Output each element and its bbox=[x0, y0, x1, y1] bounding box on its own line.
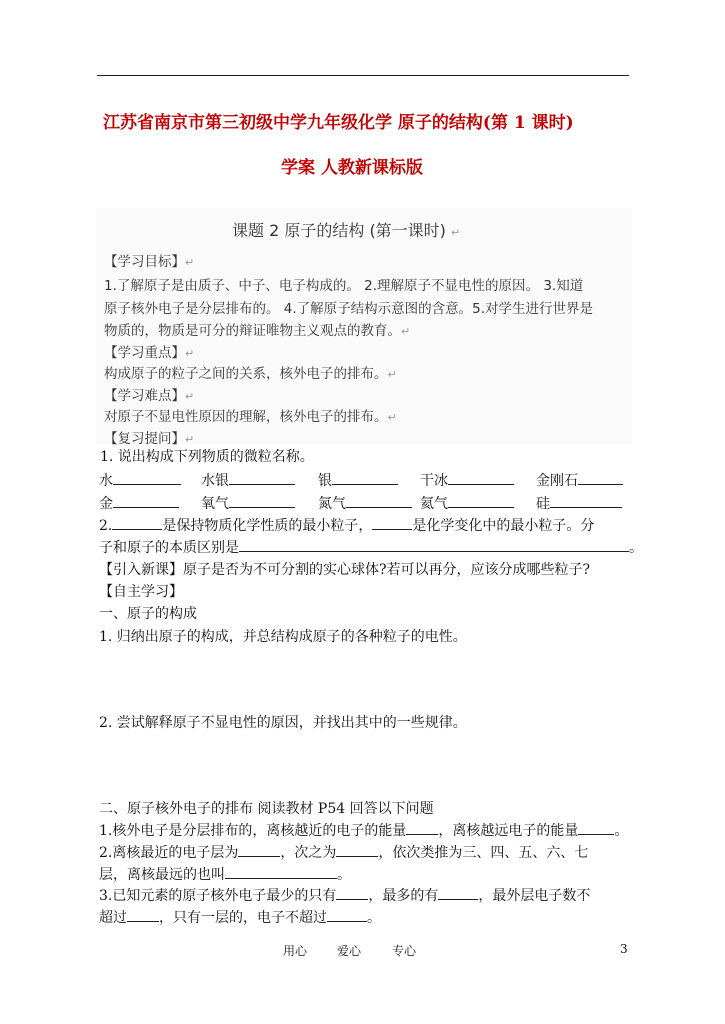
section-1-question-1: 1. 归纳出原子的构成，并总结构成原子的各种粒子的电性。 bbox=[99, 629, 467, 645]
footer-motto-2: 爱心 bbox=[337, 944, 362, 958]
substance-gold: 金 bbox=[99, 493, 179, 513]
substance-dry-ice: 干冰 bbox=[420, 470, 514, 490]
goals-line-2: 原子核外电子是分层排布的。 4.了解原子结构示意图的含意。5.对学生进行世界是 bbox=[104, 301, 594, 317]
electron-q3-cont: 超过 ，只有一层的，电子不超过 。 bbox=[99, 907, 381, 927]
page-number: 3 bbox=[620, 942, 628, 956]
question-2: 2. 是保持物质化学性质的最小粒子， 是化学变化中的最小粒子。分 bbox=[99, 515, 594, 535]
footer-motto-3: 专心 bbox=[392, 944, 417, 958]
key-label: 【学习重点】↵ bbox=[104, 345, 195, 361]
footer-motto-1: 用心 bbox=[283, 944, 308, 958]
section-2-title: 二、原子核外电子的排布 阅读教材 P54 回答以下问题 bbox=[99, 801, 434, 817]
section-1-title: 一、原子的构成 bbox=[99, 606, 197, 622]
self-study-label: 【自主学习】 bbox=[99, 584, 183, 600]
question-1: 1. 说出构成下列物质的微粒名称。 bbox=[100, 449, 314, 465]
substance-diamond: 金刚石 bbox=[536, 470, 623, 490]
substance-oxygen: 氧气 bbox=[201, 493, 295, 513]
difficulty-text: 对原子不显电性原因的理解，核外电子的排布。↵ bbox=[104, 409, 397, 425]
substance-silver: 银 bbox=[318, 470, 398, 490]
review-label: 【复习提问】↵ bbox=[104, 431, 195, 447]
doc-title-line1: 江苏省南京市第三初级中学九年级化学 原子的结构(第 1 课时) bbox=[103, 113, 574, 133]
electron-q2: 2.离核最近的电子层为 ，次之为 ，依次类推为三、四、五、六、七 bbox=[99, 842, 588, 862]
goals-line-3: 物质的，物质是可分的辩证唯物主义观点的教育。↵ bbox=[104, 323, 411, 339]
electron-q1: 1.核外电子是分层排布的，离核越近的电子的能量 ，离核越远电子的能量 。 bbox=[99, 820, 628, 840]
header-rule bbox=[97, 75, 629, 76]
goals-line-1: 1.了解原子是由质子、中子、电子构成的。 2.理解原子不显电性的原因。 3.知道 bbox=[104, 278, 584, 294]
question-2-cont: 子和原子的本质区别是 。 bbox=[99, 537, 643, 557]
substance-silicon: 硅 bbox=[536, 493, 622, 513]
intro-new-lesson: 【引入新课】原子是否为不可分割的实心球体?若可以再分，应该分成哪些粒子? bbox=[99, 562, 591, 578]
lesson-image-block bbox=[96, 208, 632, 447]
substance-nitrogen: 氮气 bbox=[318, 493, 412, 513]
substance-helium: 氦气 bbox=[420, 493, 514, 513]
goals-label: 【学习目标】↵ bbox=[104, 254, 195, 270]
substance-mercury: 水银 bbox=[201, 470, 295, 490]
lesson-heading: 课题 2 原子的结构 (第一课时) ↵ bbox=[232, 221, 461, 240]
substance-water: 水 bbox=[99, 470, 181, 490]
section-1-question-2: 2. 尝试解释原子不显电性的原因，并找出其中的一些规律。 bbox=[99, 715, 467, 731]
electron-q3: 3.已知元素的原子核外电子最少的只有 ，最多的有 ，最外层电子数不 bbox=[99, 885, 590, 905]
doc-title-line2: 学案 人教新课标版 bbox=[281, 158, 423, 178]
difficulty-label: 【学习难点】↵ bbox=[104, 388, 195, 404]
electron-q2-cont: 层，离核最远的也叫 。 bbox=[99, 864, 351, 884]
key-text: 构成原子的粒子之间的关系，核外电子的排布。↵ bbox=[104, 366, 397, 382]
